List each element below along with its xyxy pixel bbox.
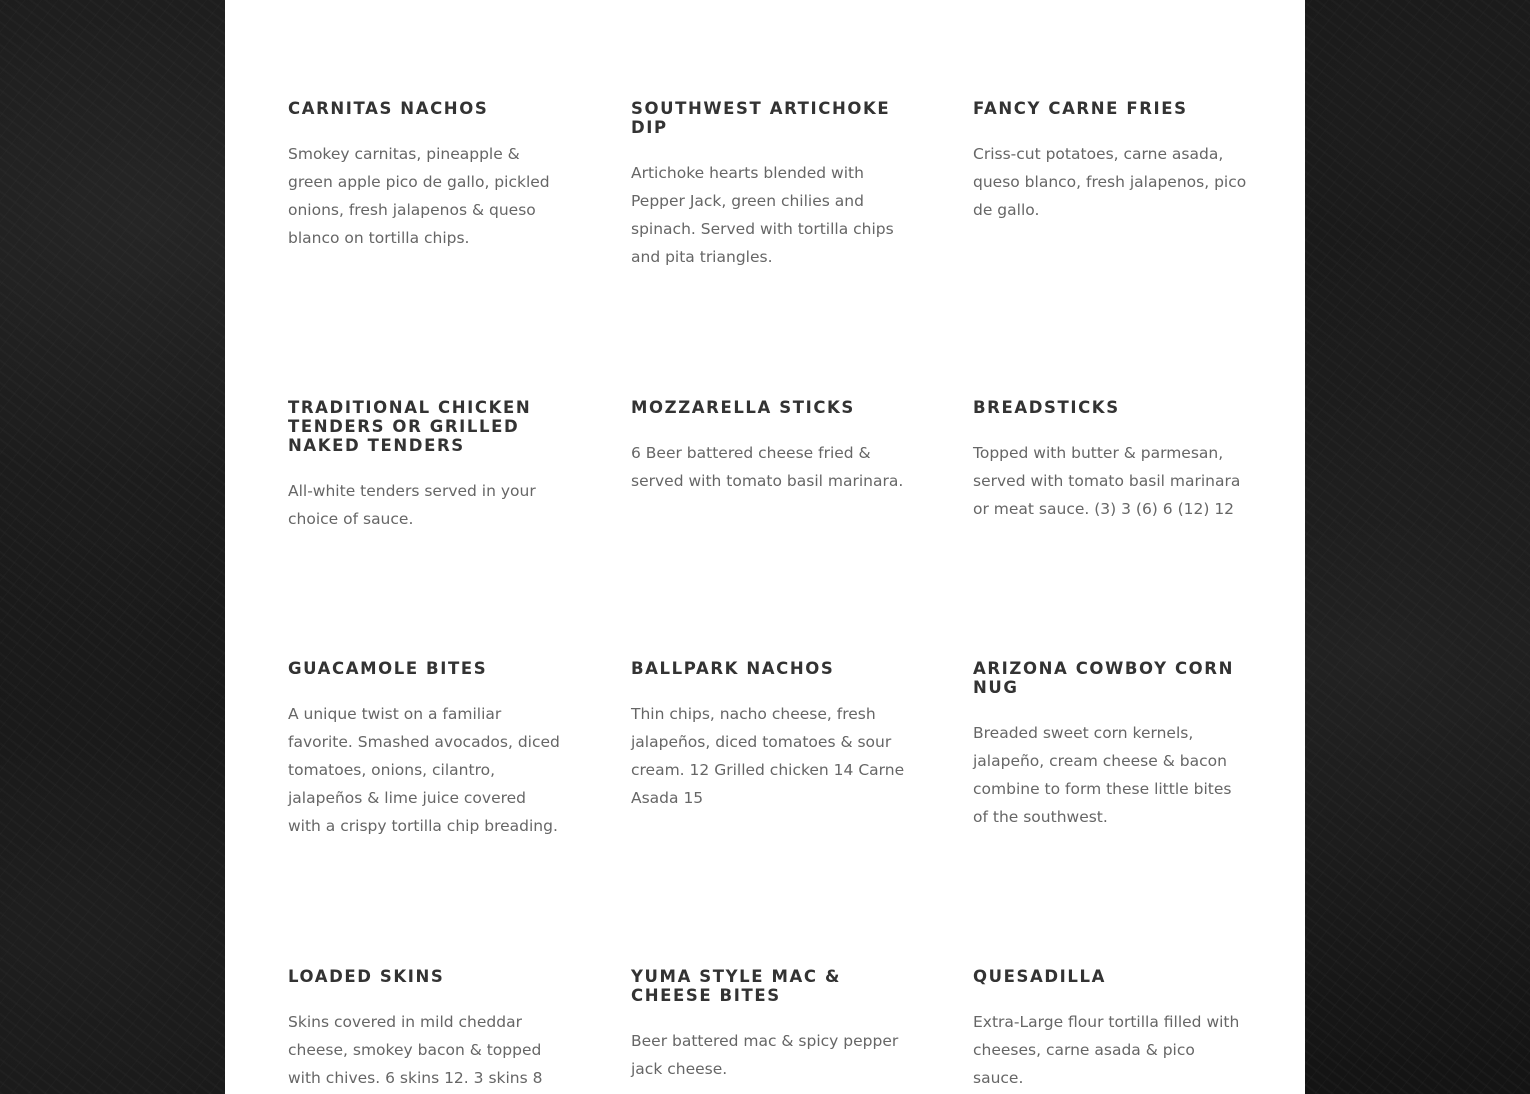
menu-item-title: GUACAMOLE BITES [288, 659, 488, 678]
menu-item-carnitas-nachos [288, 99, 563, 252]
menu-item-yuma-mac-cheese-bites [631, 967, 906, 1083]
menu-item-description: Thin chips, nacho cheese, fresh jalapeños, diced tomatoes & sour cream. 12 Grilled chicken 14 Carne Asada 15 [631, 705, 905, 807]
menu-item-mozzarella-sticks [631, 398, 906, 495]
menu-item-description: Criss-cut potatoes, carne asada, queso blanco, fresh jalapenos, pico de gallo. [973, 145, 1247, 219]
menu-item-chicken-tenders [288, 398, 563, 533]
menu-item-title: BREADSTICKS [973, 398, 1120, 417]
menu-item-southwest-artichoke-dip [631, 99, 906, 271]
menu-item-loaded-skins [288, 967, 563, 1092]
menu-panel [225, 0, 1305, 1094]
menu-item-guacamole-bites [288, 659, 563, 840]
menu-item-description: Extra-Large flour tortilla filled with cheeses, carne asada & pico sauce. [973, 1013, 1240, 1087]
menu-item-description: 6 Beer battered cheese fried & served with tomato basil marinara. [631, 444, 904, 490]
menu-item-description: Breaded sweet corn kernels, jalapeño, cream cheese & bacon combine to form these little bites of the southwest. [973, 724, 1232, 826]
menu-item-description: Topped with butter & parmesan, served with tomato basil marinara or meat sauce. (3) 3 (6) 6 (12) 12 [973, 444, 1241, 518]
menu-item-quesadilla [973, 967, 1248, 1092]
menu-item-title: ARIZONA COWBOY CORN NUG [973, 659, 1235, 697]
menu-item-ballpark-nachos [631, 659, 906, 812]
menu-item-title: LOADED SKINS [288, 967, 445, 986]
menu-item-title: CARNITAS NACHOS [288, 99, 489, 118]
menu-item-description: Skins covered in mild cheddar cheese, smokey bacon & topped with chives. 6 skins 12. 3 skins 8 [288, 1013, 543, 1087]
menu-item-description: Beer battered mac & spicy pepper jack cheese. [631, 1032, 899, 1078]
menu-item-breadsticks [973, 398, 1248, 523]
menu-item-title: TRADITIONAL CHICKEN TENDERS OR GRILLED NAKED TENDERS [288, 398, 532, 455]
menu-item-title: SOUTHWEST ARTICHOKE DIP [631, 99, 891, 137]
menu-item-fancy-carne-fries [973, 99, 1248, 224]
menu-item-title: MOZZARELLA STICKS [631, 398, 855, 417]
menu-item-description: All-white tenders served in your choice of sauce. [288, 482, 536, 528]
menu-item-description: Smokey carnitas, pineapple & green apple pico de gallo, pickled onions, fresh jalapenos & queso blanco on tortilla chips. [288, 145, 550, 247]
menu-item-title: FANCY CARNE FRIES [973, 99, 1188, 118]
menu-item-description: Artichoke hearts blended with Pepper Jack, green chilies and spinach. Served with tortilla chips and pita triangles. [631, 164, 894, 266]
menu-item-description: A unique twist on a familiar favorite. Smashed avocados, diced tomatoes, onions, cilantro, jalapeños & lime juice covered with a crispy tortilla chip breading. [288, 705, 560, 835]
menu-item-title: YUMA STYLE MAC & CHEESE BITES [631, 967, 841, 1005]
menu-item-arizona-cowboy-corn-nug [973, 659, 1248, 831]
menu-item-title: BALLPARK NACHOS [631, 659, 835, 678]
menu-item-title: QUESADILLA [973, 967, 1106, 986]
